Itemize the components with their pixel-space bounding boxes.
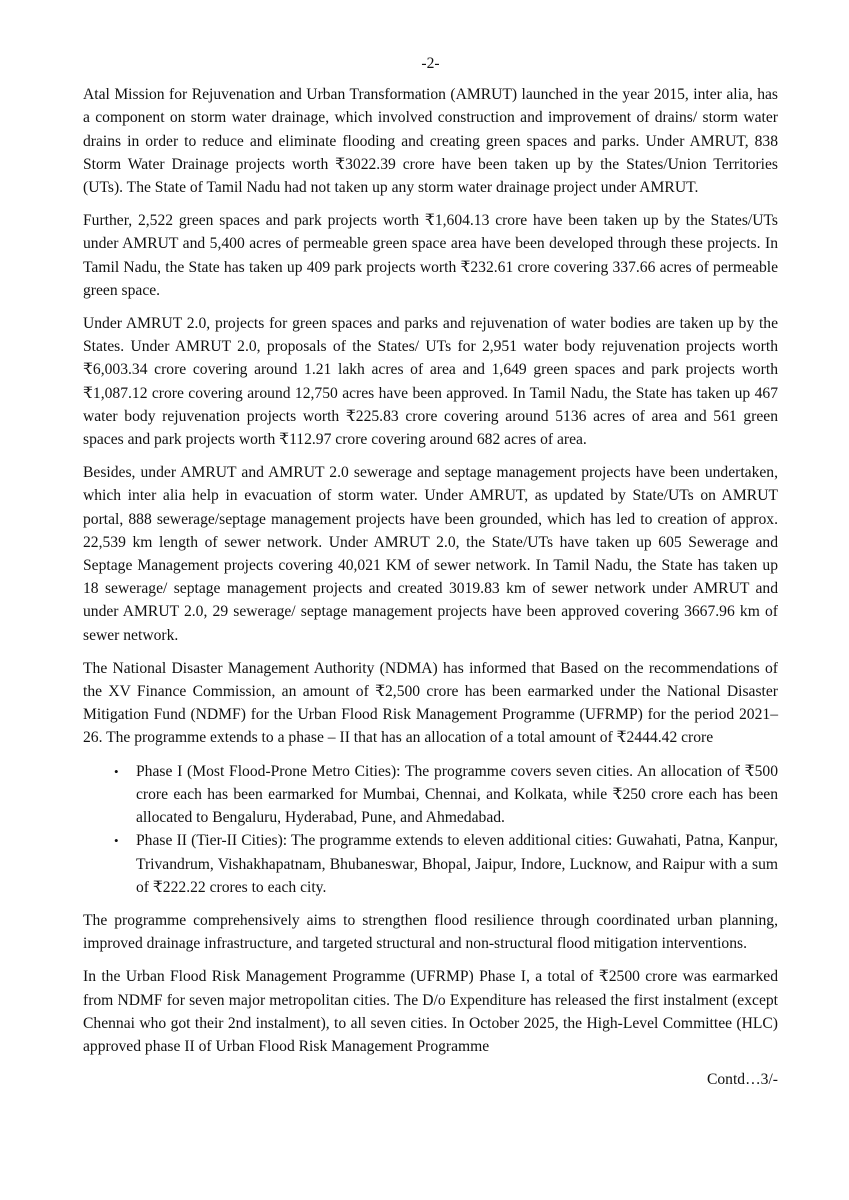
- paragraph-ufrmp-phase-1: In the Urban Flood Risk Management Programme (UFRMP) Phase I, a total of ₹2500 crore was earmarked from NDMF for seven major metropolitan cities. The D/o Expenditure has released the first instalment (except Chennai who got their 2nd instalment), to all seven cities. In October 2025, the High-Level Committee (HLC) approved phase II of Urban Flood Risk Management Programme: [83, 968, 778, 1055]
- list-item-text: Phase I (Most Flood-Prone Metro Cities): The programme covers seven cities. An allocation of ₹500 crore each has been earmarked for Mumbai, Chennai, and Kolkata, while ₹250 crore each has been allocated to Bengaluru, Hyderabad, Pune, and Ahmedabad.: [136, 762, 778, 827]
- page-number: -2-: [421, 55, 440, 72]
- paragraph-green-spaces: Further, 2,522 green spaces and park projects worth ₹1,604.13 crore have been taken up by the States/UTs under AMRUT and 5,400 acres of permeable green space area have been developed through these projects. In Tamil Nadu, the State has taken up 409 park projects worth ₹232.61 crore covering 337.66 acres of permeable green space.: [83, 212, 778, 299]
- document-page: [83, 52, 778, 1091]
- paragraph-amrut-storm-water: Atal Mission for Rejuvenation and Urban Transformation (AMRUT) launched in the year 2015, inter alia, has a component on storm water drainage, which involved construction and improvement of drains/ storm water drains in order to reduce and eliminate flooding and creating green spaces and parks. Under AMRUT, 838 Storm Water Drainage projects worth ₹3022.39 crore have been taken up by the States/Union Territories (UTs). The State of Tamil Nadu had not taken up any storm water drainage project under AMRUT.: [83, 86, 778, 197]
- paragraph-ndma: The National Disaster Management Authority (NDMA) has informed that Based on the recommendations of the XV Finance Commission, an amount of ₹2,500 crore has been earmarked under the National Disaster Mitigation Fund (NDMF) for the Urban Flood Risk Management Programme (UFRMP) for the period 2021–26. The programme extends to a phase – II that has an allocation of a total amount of ₹2444.42 crore: [83, 659, 778, 747]
- list-item-phase-2: [114, 829, 778, 899]
- bullet-icon: •: [114, 763, 119, 779]
- paragraph-sewerage: Besides, under AMRUT and AMRUT 2.0 sewerage and septage management projects have been undertaken, which inter alia help in evacuation of storm water. Under AMRUT, as updated by State/UTs on AMRUT portal, 888 sewerage/septage management projects have been grounded, which has led to creation of approx. 22,539 km length of sewer network. Under AMRUT 2.0, the State/UTs have taken up 605 Sewerage and Septage Management projects covering 40,021 KM of sewer network. In Tamil Nadu, the State has taken up 18 sewerage/ septage management projects and created 3019.83 km of sewer network under AMRUT and under AMRUT 2.0, 29 sewerage/ septage management projects have been approved covering 3667.96 km of sewer network.: [83, 464, 778, 644]
- continuation-note: Contd…3/-: [706, 1071, 778, 1089]
- paragraph-programme-aims: The programme comprehensively aims to strengthen flood resilience through coordinated urban planning, improved drainage infrastructure, and targeted structural and non-structural flood mitigation interventions.: [83, 911, 778, 953]
- list-item-phase-1: [114, 760, 778, 830]
- bullet-icon: •: [114, 833, 119, 849]
- phase-list: [83, 760, 778, 899]
- list-item-text: Phase II (Tier-II Cities): The programme extends to eleven additional cities: Guwahati, Patna, Kanpur, Trivandrum, Vishakhapatnam, Bhubaneswar, Bhopal, Jaipur, Indore, Lucknow, and Raipur with a sum of ₹222.22 crores to each city.: [136, 832, 778, 896]
- paragraph-amrut-2-0: Under AMRUT 2.0, projects for green spaces and parks and rejuvenation of water bodies are taken up by the States. Under AMRUT 2.0, proposals of the States/ UTs for 2,951 water body rejuvenation projects worth ₹6,003.34 crore covering around 1.21 lakh acres of area and 1,649 green spaces and park projects worth ₹1,087.12 crore covering around 12,750 acres have been approved. In Tamil Nadu, the State has taken up 467 water body rejuvenation projects worth ₹225.83 crore covering around 5136 acres of area and 561 green spaces and park projects worth ₹112.97 crore covering around 682 acres of area.: [83, 315, 778, 449]
